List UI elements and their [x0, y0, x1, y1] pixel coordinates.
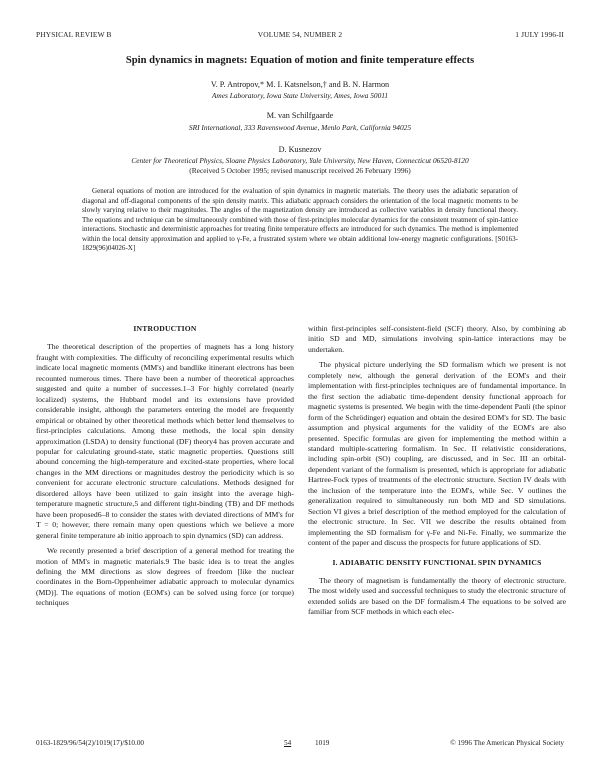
paper-title: Spin dynamics in magnets: Equation of motion and finite temperature effects — [125, 55, 475, 66]
author-line-2: M. van Schilfgaarde — [266, 111, 334, 120]
author-line-1: V. P. Antropov,* M. I. Katsnelson,† and B. N. Harmon — [210, 80, 390, 89]
right-column — [308, 324, 566, 618]
abstract: General equations of motion are introduced for the evaluation of spin dynamics in magnetic materials. The theory uses the adiabatic separation of diagonal and off-diagonal components of the spin density matrix. This adiabatic approach considers the orientation of the local magnetic moments to be slowly varying relative to their magnitudes. The angles of the magnetization density are introduced as collective variables in density functional theory. The equations and technique can be simultaneously combined with those of first-principles molecular dynamics for the consistent treatment of spin-lattice interactions. Stochastic and deterministic approaches for treating finite temperature effects are introduced for such dynamics. The method is implemented within the local density approximation and applied to γ-Fe, a frustrated system where we obtain additional low-energy magnetic configurations. [S0163-1829(96)04026-X] — [82, 187, 518, 253]
volume-number: VOLUME 54, NUMBER 2 — [257, 30, 343, 39]
copyright: © 1996 The American Physical Society — [450, 739, 564, 747]
section-1-heading: I. ADIABATIC DENSITY FUNCTIONAL SPIN DYNAMICS — [332, 557, 542, 567]
intro-paragraph-1: The theoretical description of the properties of magnets has a long history fraught with complexities. The difficulty of reconciling experimental results which indicate local magnetic moments (MM's) and bandlike itinerant electrons has been recounted numerous times. There have been a number of theoretical approaches suggested and quite a number of successes.1–3 For highly correlated (nearly localized) systems, the Hubbard model and its extensions have provided considerable insight, although the parameters entering the model are frequently empirical or obtained by other theoretical methods which better lend themselves to first-principles calculations. Among these methods, the local spin density approximation (LSDA) to density functional (DF) theory4 has proven accurate and popular for calculating ground-state, static magnetic properties. Questions still abound concerning the high-temperature and excited-state properties, where local changes in the MM directions or magnitudes destroy the periodicity which is so convenient for accurate electronic structure calculations. Methods designed for disordered alloys have been utilized to gain insight into the average high-temperature magnetic structure,5 and different tight-binding (TB) and DF methods have been proposed6–8 to consider the states with deviated directions of MM's for T = 0; however, there remain many open questions which we believe a more general finite temperature ab initio approach to spin dynamics (SD) can address. — [36, 342, 294, 540]
issue-date: 1 JULY 1996-II — [515, 30, 564, 39]
left-column — [36, 324, 294, 609]
running-header — [36, 30, 564, 42]
intro-paragraph-3: within first-principles self-consistent-field (SCF) theory. Also, by combining ab initio SD and MD, simulations involving spin-lattice interactions may be undertaken. — [308, 324, 566, 354]
journal-name: PHYSICAL REVIEW B — [36, 30, 112, 39]
affiliation-1: Ames Laboratory, Iowa State University, Ames, Iowa 50011 — [211, 91, 389, 100]
affiliation-3: Center for Theoretical Physics, Sloane Physics Laboratory, Yale University, New Haven, Connecticut 06520-8120 — [131, 156, 469, 165]
intro-paragraph-2: We recently presented a brief description of a general method for treating the motion of MM's in magnetic materials.9 The basic idea is to treat the angles defining the MM directions as slow degrees of freedom [like the nuclear coordinates in the Born-Oppenheimer adiabatic approach to molecular dynamics (MD)]. The equations of motion (EOM's) can be solved using force (or torque) techniques — [36, 546, 294, 608]
author-line-3: D. Kusnezov — [278, 145, 322, 154]
page-footer — [36, 739, 564, 751]
introduction-heading: INTRODUCTION — [133, 324, 197, 333]
section-1-paragraph-1: The theory of magnetism is fundamentally the theory of electronic structure. The most widely used and successful techniques to study the electronic structure of extended solids are based on the DF formalism.4 The equations to be solved are familiar from SCF methods in which each elec- — [308, 575, 566, 617]
article-code: 0163-1829/96/54(2)/1019(17)/$10.00 — [36, 739, 145, 747]
page-number: 1019 — [315, 739, 330, 747]
footer-volume: 54 — [284, 739, 292, 747]
affiliation-2: SRI International, 333 Ravenswood Avenue, Menlo Park, California 94025 — [188, 123, 412, 132]
intro-paragraph-4: The physical picture underlying the SD formalism which we present is not completely new, although the general derivation of the EOM's and their implementation with first-principles techniques are of fundamental importance. In the first section the adiabatic time-dependent density functional approach for magnetic systems is presented. We begin with the time-dependent Pauli (the spinor form of the Schrödinger) equation and obtain the desired EOM's for SD. The basic assumption and physical arguments for the validity of the EOM's are also presented. Specific formulas are given for implementing the method within a standard multiple-scattering formalism. In Sec. II relativistic considerations, including spin-orbit (SO) coupling, are discussed, and in Sec. III an orbital-dependent variant of the formalism is presented, which is appropriate for adiabatic Hartree-Fock types of treatments of the electronic structure. Section IV deals with the inclusion of the temperature into the EOM's, while Sec. V outlines the generalization required to simultaneously run both MD and SD simulations. Section VI gives a brief description of the method employed for the calculation of the electronic structure. In Sec. VII we describe the results obtained from implementing the SD formalism for γ-Fe and Ni-Fe. Finally, we summarize the content of the paper and discuss the prospects for future applications of SD. — [308, 360, 566, 548]
received-dates: (Received 5 October 1995; revised manuscript received 26 February 1996) — [189, 166, 411, 175]
